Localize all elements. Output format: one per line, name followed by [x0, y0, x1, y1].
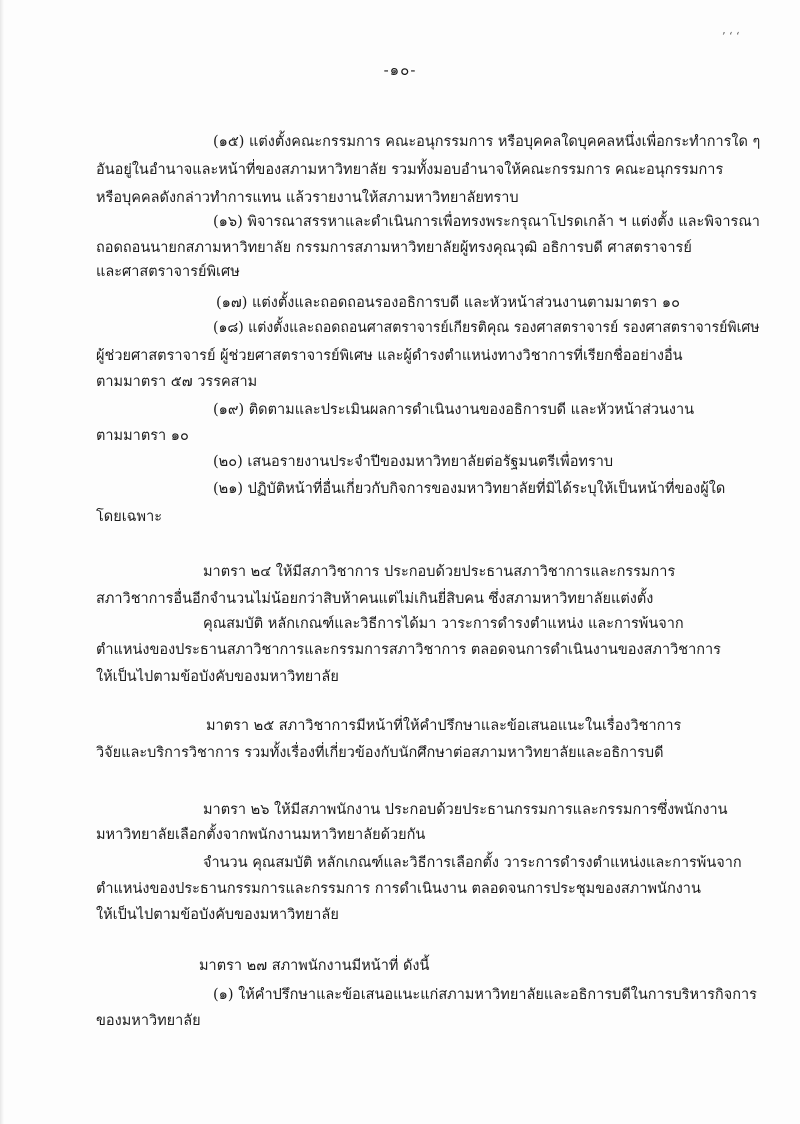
text-line: (๑๖) พิจารณาสรรหาและดำเนินการเพื่อทรงพระกรุณาโปรดเกล้า ฯ แต่งตั้ง และพิจารณา	[213, 214, 760, 230]
text-line: มหาวิทยาลัยเลือกตั้งจากพนักงานมหาวิทยาลัยด้วยกัน	[96, 827, 426, 843]
text-line: และศาสตราจารย์พิเศษ	[96, 264, 240, 280]
text-line: ของมหาวิทยาลัย	[96, 1013, 201, 1029]
text-line: ตามมาตรา ๕๗ วรรคสาม	[96, 374, 258, 390]
text-line: โดยเฉพาะ	[96, 509, 163, 525]
text-line: มาตรา ๒๕ สภาวิชาการมีหน้าที่ให้คำปรึกษาและข้อเสนอแนะในเรื่องวิชาการ	[206, 718, 682, 734]
text-line: มาตรา ๒๖ ให้มีสภาพนักงาน ประกอบด้วยประธานกรรมการและกรรมการซึ่งพนักงาน	[203, 802, 728, 818]
text-line: ตามมาตรา ๑๐	[96, 428, 189, 444]
text-line: ตำแหน่งของประธานสภาวิชาการและกรรมการสภาวิชาการ ตลอดจนการดำเนินงานของสภาวิชาการ	[96, 642, 721, 658]
text-line: ถอดถอนนายกสภามหาวิทยาลัย กรรมการสภามหาวิทยาลัยผู้ทรงคุณวุฒิ อธิการบดี ศาสตราจารย์	[96, 240, 692, 256]
page-number: -๑๐-	[383, 61, 417, 79]
text-line: หรือบุคคลดังกล่าวทำการแทน แล้วรายงานให้สภามหาวิทยาลัยทราบ	[96, 190, 519, 206]
text-line: (๑๘) แต่งตั้งและถอดถอนศาสตราจารย์เกียรติคุณ รองศาสตราจารย์ รองศาสตราจารย์พิเศษ	[213, 320, 760, 336]
text-line: คุณสมบัติ หลักเกณฑ์และวิธีการได้มา วาระการดำรงตำแหน่ง และการพ้นจาก	[203, 616, 684, 632]
text-line: มาตรา ๒๔ ให้มีสภาวิชาการ ประกอบด้วยประธานสภาวิชาการและกรรมการ	[203, 564, 676, 580]
text-line: ให้เป็นไปตามข้อบังคับของมหาวิทยาลัย	[96, 907, 339, 923]
text-line: ผู้ช่วยศาสตราจารย์ ผู้ช่วยศาสตราจารย์พิเศษ และผู้ดำรงตำแหน่งทางวิชาการที่เรียกชื่ออย่างอื่น	[96, 348, 683, 364]
text-line: อันอยู่ในอำนาจและหน้าที่ของสภามหาวิทยาลัย รวมทั้งมอบอำนาจให้คณะกรรมการ คณะอนุกรรมการ	[96, 162, 724, 178]
text-line: ให้เป็นไปตามข้อบังคับของมหาวิทยาลัย	[96, 669, 339, 685]
text-line: (๑๙) ติดตามและประเมินผลการดำเนินงานของอธิการบดี และหัวหน้าส่วนงาน	[213, 402, 695, 418]
text-line: (๒๑) ปฏิบัติหน้าที่อื่นเกี่ยวกับกิจการของมหาวิทยาลัยที่มิได้ระบุให้เป็นหน้าที่ของผู้ใด	[213, 481, 726, 497]
text-line: ตำแหน่งของประธานกรรมการและกรรมการ การดำเนินงาน ตลอดจนการประชุมของสภาพนักงาน	[96, 881, 701, 897]
text-line: (๑) ให้คำปรึกษาและข้อเสนอแนะแก่สภามหาวิทยาลัยและอธิการบดีในการบริหารกิจการ	[213, 987, 757, 1003]
text-line: มาตรา ๒๗ สภาพนักงานมีหน้าที่ ดังนี้	[199, 958, 430, 974]
text-line: (๑๕) แต่งตั้งคณะกรรมการ คณะอนุกรรมการ หรือบุคคลใดบุคคลหนึ่งเพื่อกระทำการใด ๆ	[213, 134, 761, 150]
text-line: (๒๐) เสนอรายงานประจำปีของมหาวิทยาลัยต่อรัฐมนตรีเพื่อทราบ	[213, 454, 614, 470]
text-line: จำนวน คุณสมบัติ หลักเกณฑ์และวิธีการเลือกตั้ง วาระการดำรงตำแหน่งและการพ้นจาก	[203, 855, 742, 871]
scan-specks: ’ ‘ ‘	[722, 30, 740, 43]
text-line: วิจัยและบริการวิชาการ รวมทั้งเรื่องที่เกี่ยวข้องกับนักศึกษาต่อสภามหาวิทยาลัยและอธิการบดี	[96, 745, 664, 761]
scan-edge-shadow	[0, 0, 4, 1124]
text-line: สภาวิชาการอื่นอีกจำนวนไม่น้อยกว่าสิบห้าคนแต่ไม่เกินยี่สิบคน ซึ่งสภามหาวิทยาลัยแต่งตั้ง	[96, 591, 654, 607]
text-line: (๑๗) แต่งตั้งและถอดถอนรองอธิการบดี และหัวหน้าส่วนงานตามมาตรา ๑๐	[216, 295, 680, 311]
